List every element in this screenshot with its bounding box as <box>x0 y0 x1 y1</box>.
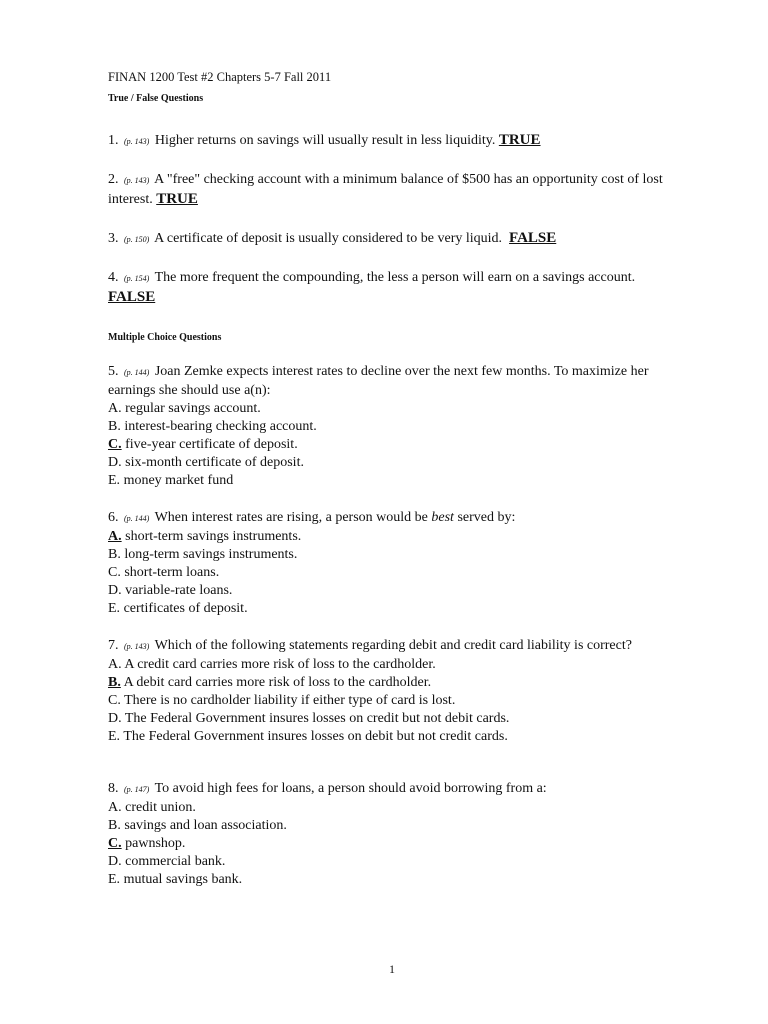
option-b <box>108 546 683 564</box>
option-text: credit union. <box>125 800 196 815</box>
question-number: 4. <box>108 270 119 285</box>
option-a <box>108 799 683 817</box>
mc-question-7 <box>108 637 683 746</box>
option-letter: C. <box>108 693 121 708</box>
option-a <box>108 656 683 674</box>
question-text: A "free" checking account with a minimum balance of $500 has an opportunity cost of lost interest. <box>108 172 663 207</box>
tf-question-3 <box>108 229 683 249</box>
emphasis-text: best <box>431 510 454 525</box>
document-title: FINAN 1200 Test #2 Chapters 5-7 Fall 2011 <box>108 70 332 84</box>
question-number: 1. <box>108 133 119 148</box>
question-stem <box>108 363 683 400</box>
option-e <box>108 472 683 490</box>
option-b <box>108 674 683 692</box>
answer-true: TRUE <box>156 191 198 207</box>
mc-question-5 <box>108 363 683 490</box>
option-text: There is no cardholder liability if either type of card is lost. <box>124 693 456 708</box>
option-text: savings and loan association. <box>124 818 287 833</box>
true-false-heading: True / False Questions <box>108 93 204 104</box>
option-letter: C. <box>108 565 121 580</box>
document-page <box>108 68 683 889</box>
mc-question-8 <box>108 780 683 889</box>
correct-option-letter: C. <box>108 836 122 851</box>
option-letter: B. <box>108 818 121 833</box>
option-letter: B. <box>108 547 121 562</box>
option-letter: D. <box>108 583 122 598</box>
answer-false: FALSE <box>108 289 156 305</box>
tf-question-2 <box>108 171 683 209</box>
option-text: commercial bank. <box>125 854 226 869</box>
option-d <box>108 853 683 871</box>
question-text: When interest rates are rising, a person would be <box>154 510 428 525</box>
option-c <box>108 835 683 853</box>
question-number: 5. <box>108 364 119 379</box>
option-e <box>108 600 683 618</box>
option-letter: B. <box>108 419 121 434</box>
question-number: 8. <box>108 781 119 796</box>
option-d <box>108 582 683 600</box>
page-reference: (p. 143) <box>124 642 150 651</box>
correct-option-letter: B. <box>108 675 121 690</box>
option-d <box>108 454 683 472</box>
option-letter: A. <box>108 657 122 672</box>
option-letter: D. <box>108 455 122 470</box>
question-text: The more frequent the compounding, the less a person will earn on a savings account. <box>154 270 636 285</box>
option-text: mutual savings bank. <box>123 872 243 887</box>
page-reference: (p. 154) <box>124 274 150 283</box>
option-c <box>108 692 683 710</box>
option-b <box>108 817 683 835</box>
option-text: The Federal Government insures losses on credit but not debit cards. <box>124 711 510 726</box>
option-text: short-term loans. <box>124 565 220 580</box>
option-text: regular savings account. <box>125 401 261 416</box>
question-stem <box>108 780 683 799</box>
correct-option-letter: A. <box>108 529 122 544</box>
option-text: short-term savings instruments. <box>125 529 302 544</box>
option-letter: D. <box>108 854 122 869</box>
page-reference: (p. 150) <box>124 235 150 244</box>
question-number: 2. <box>108 172 119 187</box>
tf-question-4 <box>108 269 683 307</box>
option-b <box>108 418 683 436</box>
option-text: money market fund <box>123 473 234 488</box>
option-text: A debit card carries more risk of loss to the cardholder. <box>123 675 432 690</box>
option-e <box>108 871 683 889</box>
mc-question-6 <box>108 509 683 618</box>
option-text: interest-bearing checking account. <box>124 419 317 434</box>
option-letter: E. <box>108 601 121 616</box>
option-c <box>108 436 683 454</box>
question-stem <box>108 637 683 656</box>
option-text: variable-rate loans. <box>125 583 233 598</box>
option-text: A credit card carries more risk of loss to the cardholder. <box>124 657 436 672</box>
question-text: Joan Zemke expects interest rates to decline over the next few months. To maximize her earnings she should use a(n): <box>108 364 649 398</box>
page-reference: (p. 144) <box>124 514 150 523</box>
option-text: pawnshop. <box>125 836 186 851</box>
option-letter: E. <box>108 473 121 488</box>
page-reference: (p. 147) <box>124 785 150 794</box>
option-d <box>108 710 683 728</box>
question-number: 7. <box>108 638 119 653</box>
option-text: five-year certificate of deposit. <box>125 437 298 452</box>
option-text: six-month certificate of deposit. <box>125 455 304 470</box>
question-text: Higher returns on savings will usually result in less liquidity. <box>154 133 496 148</box>
option-letter: A. <box>108 401 122 416</box>
question-text: Which of the following statements regarding debit and credit card liability is correct? <box>154 638 632 653</box>
answer-true: TRUE <box>498 132 541 148</box>
correct-option-letter: C. <box>108 437 122 452</box>
option-text: certificates of deposit. <box>123 601 248 616</box>
option-letter: A. <box>108 800 122 815</box>
option-letter: D. <box>108 711 122 726</box>
question-text: To avoid high fees for loans, a person should avoid borrowing from a: <box>154 781 547 796</box>
page-reference: (p. 143) <box>124 176 150 185</box>
question-stem <box>108 509 683 528</box>
question-text-end: served by: <box>457 510 516 525</box>
option-a <box>108 528 683 546</box>
page-number: 1 <box>389 962 395 976</box>
option-text: long-term savings instruments. <box>124 547 298 562</box>
question-text: A certificate of deposit is usually considered to be very liquid. <box>154 231 503 246</box>
page-reference: (p. 144) <box>124 368 150 377</box>
question-number: 6. <box>108 510 119 525</box>
option-e <box>108 728 683 746</box>
option-c <box>108 564 683 582</box>
page-reference: (p. 143) <box>124 137 150 146</box>
question-number: 3. <box>108 231 119 246</box>
answer-false: FALSE <box>509 230 557 246</box>
multiple-choice-heading: Multiple Choice Questions <box>108 332 222 343</box>
option-a <box>108 400 683 418</box>
tf-question-1 <box>108 131 683 151</box>
option-letter: E. <box>108 729 121 744</box>
option-letter: E. <box>108 872 121 887</box>
option-text: The Federal Government insures losses on debit but not credit cards. <box>123 729 508 744</box>
